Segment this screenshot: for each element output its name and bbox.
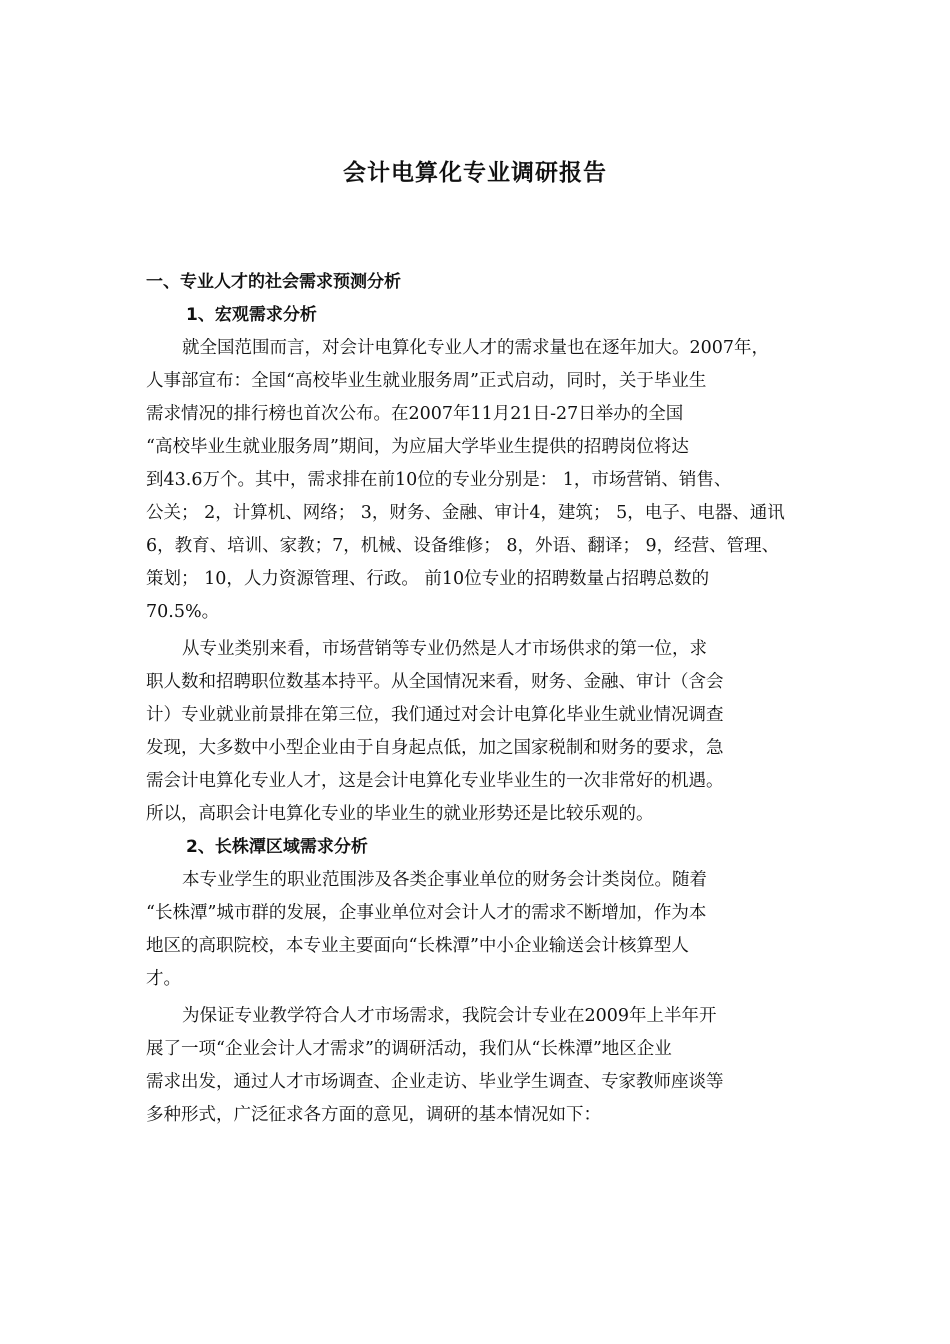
paragraph-line: 计）专业就业前景排在第三位，我们通过对会计电算化毕业生就业情况调查 [146, 705, 724, 725]
paragraph-line: 需求情况的排行榜也首次公布。在2007年11月21日-27日举办的全国 [146, 404, 684, 424]
subsection-heading: 2、长株潭区域需求分析 [186, 837, 368, 857]
paragraph-line: “长株潭”城市群的发展，企事业单位对会计人才的需求不断增加，作为本 [146, 903, 707, 923]
paragraph-line: 公关； 2，计算机、网络； 3，财务、金融、审计4，建筑； 5，电子、电器、通讯 [146, 503, 785, 523]
paragraph-line: 发现，大多数中小型企业由于自身起点低，加之国家税制和财务的要求，急 [146, 738, 724, 758]
paragraph-line: 展了一项“企业会计人才需求”的调研活动，我们从“长株潭”地区企业 [146, 1039, 672, 1059]
paragraph-line: 人事部宣布：全国“高校毕业生就业服务周”正式启动，同时，关于毕业生 [146, 371, 707, 391]
paragraph [146, 332, 810, 629]
paragraph-line: 才。 [146, 969, 181, 989]
paragraph-line: 6，教育、培训、家教；7，机械、设备维修； 8，外语、翻译； 9，经营、管理、 [146, 536, 780, 556]
paragraph-line: 到43.6万个。其中，需求排在前10位的专业分别是： 1，市场营销、销售、 [146, 470, 732, 490]
paragraph-line: 多种形式，广泛征求各方面的意见，调研的基本情况如下： [146, 1105, 601, 1125]
paragraph-line: 需会计电算化专业人才，这是会计电算化专业毕业生的一次非常好的机遇。 [146, 771, 724, 791]
subsection-heading: 1、宏观需求分析 [186, 305, 317, 325]
paragraph-line: “高校毕业生就业服务周”期间，为应届大学毕业生提供的招聘岗位将达 [146, 437, 689, 457]
paragraph [146, 864, 810, 996]
paragraph-line: 就全国范围而言，对会计电算化专业人才的需求量也在逐年加大。2007年， [182, 338, 770, 358]
paragraph-line: 职人数和招聘职位数基本持平。从全国情况来看，财务、金融、审计（含会 [146, 672, 724, 692]
paragraph-line: 从专业类别来看，市场营销等专业仍然是人才市场供求的第一位，求 [182, 639, 707, 659]
paragraph [146, 1000, 810, 1132]
document-title: 会计电算化专业调研报告 [343, 160, 607, 186]
paragraph-line: 70.5%。 [146, 602, 220, 622]
paragraph-line: 为保证专业教学符合人才市场需求，我院会计专业在2009年上半年开 [182, 1006, 717, 1026]
paragraph-line: 本专业学生的职业范围涉及各类企事业单位的财务会计类岗位。随着 [182, 870, 707, 890]
paragraph-line: 所以，高职会计电算化专业的毕业生的就业形势还是比较乐观的。 [146, 804, 654, 824]
section-heading: 一、专业人才的社会需求预测分析 [146, 272, 401, 292]
paragraph-line: 需求出发，通过人才市场调查、企业走访、毕业学生调查、专家教师座谈等 [146, 1072, 724, 1092]
paragraph-line: 策划； 10，人力资源管理、行政。 前10位专业的招聘数量占招聘总数的 [146, 569, 710, 589]
paragraph-line: 地区的高职院校，本专业主要面向“长株潭”中小企业输送会计核算型人 [146, 936, 689, 956]
paragraph [146, 633, 810, 831]
document-body [146, 266, 810, 1132]
